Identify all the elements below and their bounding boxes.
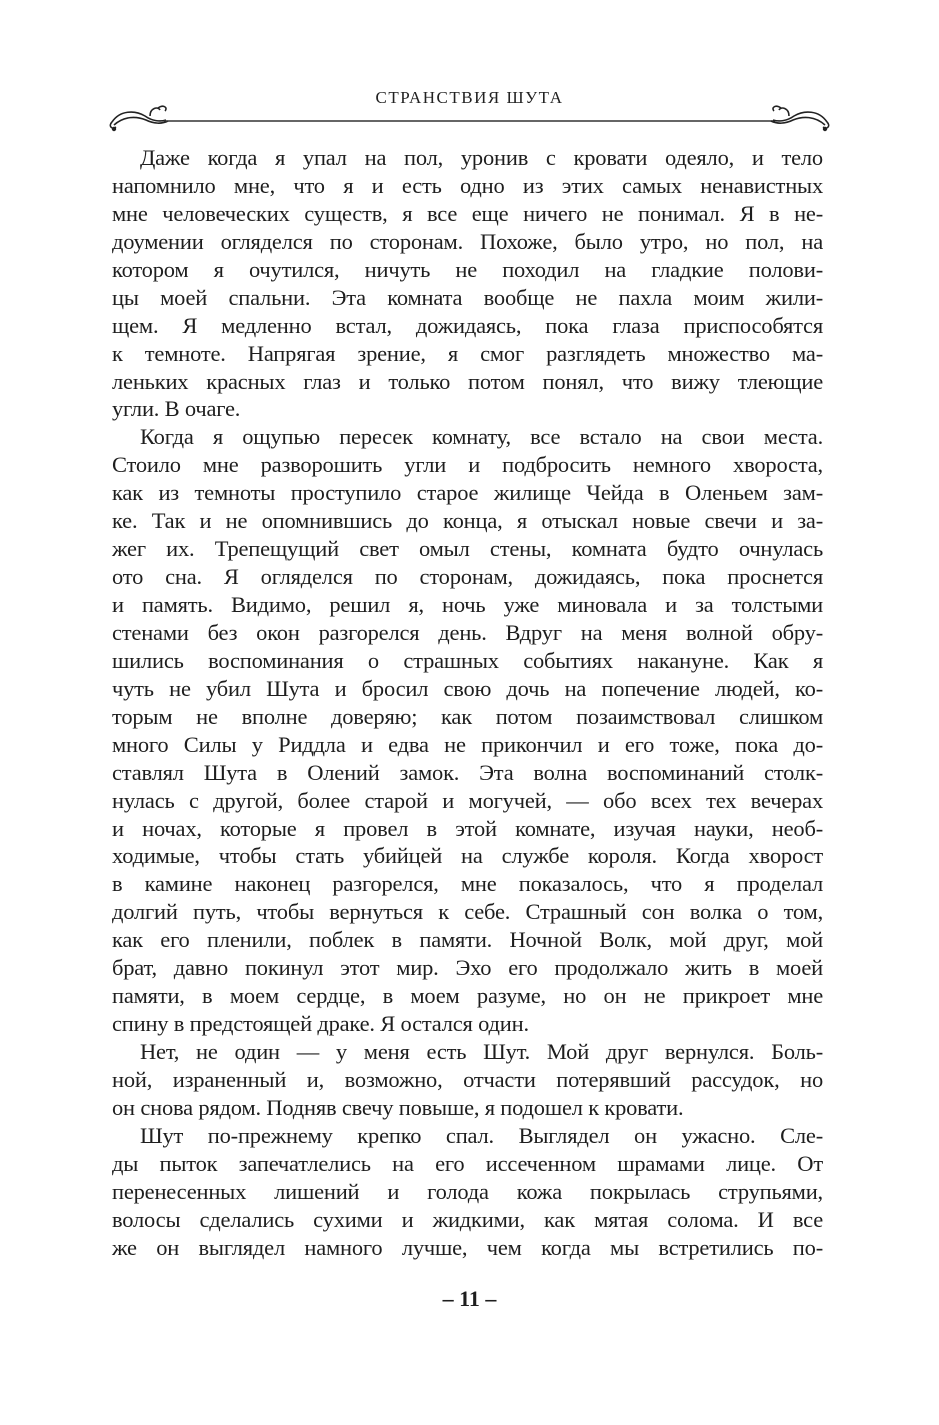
text-line: нулась с другой, более старой и могучей, — обо всех тех вечерах [112, 787, 823, 813]
text-line: и ночах, которые я провел в этой комнате, изучая науки, необ- [112, 815, 823, 841]
text-line: брат, давно покинул этот мир. Эхо его продолжало жить в моей [112, 955, 823, 981]
text-line: долгий путь, чтобы вернуться к себе. Страшный сон волка о том, [112, 899, 823, 925]
text-line: к темноте. Напрягая зрение, я смог разглядеть множество ма- [112, 340, 823, 366]
text-line: угли. В очаге. [112, 396, 241, 422]
text-line: Даже когда я упал на пол, уронив с кровати одеяло, и тело [140, 145, 823, 170]
paragraph [112, 1122, 823, 1262]
page-number: – 11 – [442, 1286, 497, 1311]
text-line: ставлял Шута в Олений замок. Эта волна воспоминаний столк- [112, 759, 823, 785]
text-line: спину в предстоящей драке. Я остался один. [112, 1011, 529, 1037]
text-line: чуть не убил Шута и бросил свою дочь на попечение людей, ко- [112, 675, 823, 701]
text-line: памяти, в моем сердце, в моем разуме, но он не прикроет мне [112, 983, 823, 1009]
text-line: как его пленили, поблек в памяти. Ночной Волк, мой друг, мой [112, 927, 823, 953]
text-line: Стоило мне разворошить угли и подбросить немного хвороста, [112, 452, 823, 478]
text-line: ото сна. Я огляделся по сторонам, дожидаясь, пока проснется [112, 564, 823, 590]
text-line: котором я очутился, ничуть не походил на гладкие полови- [112, 256, 823, 282]
text-line: волосы сделались сухими и жидкими, как мятая солома. И все [112, 1206, 823, 1232]
text-line: и память. Видимо, решил я, ночь уже миновала и за толстыми [112, 592, 823, 617]
text-line: Нет, не один — у меня есть Шут. Мой друг вернулся. Боль- [140, 1039, 823, 1064]
paragraph [112, 1038, 823, 1122]
text-line: шились воспоминания о страшных событиях накануне. Как я [112, 647, 823, 673]
header-ornament-rule [0, 96, 939, 136]
left-flourish-icon [110, 106, 168, 130]
text-line: ходимые, чтобы стать убийцей на службе короля. Когда хворост [112, 843, 823, 869]
paragraph [112, 423, 823, 1038]
text-line: как из темноты проступило старое жилище Чейда в Оленьем зам- [112, 480, 823, 506]
paragraph [112, 144, 823, 423]
text-line: в камине наконец разгорелся, мне показалось, что я проделал [112, 871, 823, 897]
text-line: перенесенных лишений и голода кожа покрылась струпьями, [112, 1178, 823, 1204]
running-title: СТРАНСТВИЯ ШУТА [375, 88, 564, 107]
text-line: он снова рядом. Подняв свечу повыше, я подошел к кровати. [112, 1094, 684, 1120]
text-line: жег их. Трепещущий свет омыл стены, комната будто очнулась [112, 536, 823, 562]
text-line: же он выглядел намного лучше, чем когда мы встретились по- [112, 1234, 823, 1260]
text-line: ке. Так и не опомнившись до конца, я отыскал новые свечи и за- [112, 508, 823, 534]
text-line: Когда я ощупью пересек комнату, все встало на свои места. [140, 424, 823, 450]
text-line: щем. Я медленно встал, дожидаясь, пока глаза приспособятся [112, 312, 823, 338]
right-flourish-icon [771, 106, 829, 130]
text-line: торым не вполне доверяю; как потом позаимствовал слишком [112, 703, 823, 729]
text-line: леньких красных глаз и только потом понял, что вижу тлеющие [112, 368, 823, 394]
text-line: ды пыток запечатлелись на его иссеченном шрамами лице. От [112, 1150, 823, 1176]
text-line: напомнило мне, что я и есть одно из этих самых ненавистных [112, 172, 823, 198]
body-text [112, 144, 823, 1262]
text-line: цы моей спальни. Эта комната вообще не пахла моим жили- [112, 284, 823, 310]
text-line: ной, израненный и, возможно, отчасти потерявший рассудок, но [112, 1066, 823, 1092]
text-line: стенами без окон разгорелся день. Вдруг на меня волной обру- [112, 619, 823, 645]
text-line: много Силы у Риддла и едва не прикончил и его тоже, пока до- [112, 731, 823, 757]
text-line: доумении огляделся по сторонам. Похоже, было утро, но пол, на [112, 228, 823, 254]
text-line: Шут по-прежнему крепко спал. Выглядел он ужасно. Сле- [140, 1122, 823, 1148]
text-line: мне человеческих существ, я все еще ничего не понимал. Я в не- [112, 200, 823, 226]
